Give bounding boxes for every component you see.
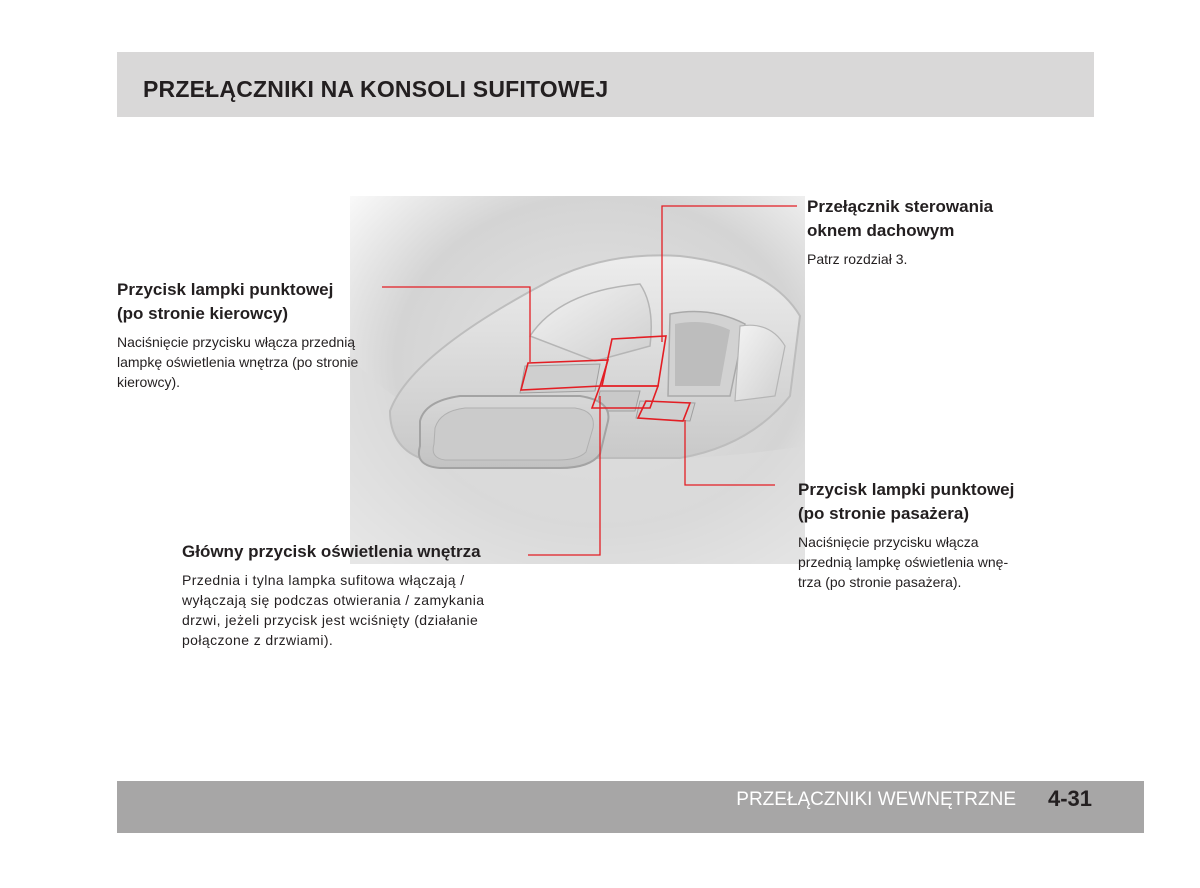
callout-body-line: Przednia i tylna lampka sufitowa włączają /	[182, 572, 465, 588]
callout-title-line: oknem dachowym	[807, 221, 955, 240]
callout-title-line: (po stronie pasażera)	[798, 504, 969, 523]
footer-section-title: PRZEŁĄCZNIKI WEWNĘTRZNE	[736, 789, 1016, 810]
callout-title-line: Przełącznik sterowania	[807, 197, 994, 216]
callout-body-line: Naciśnięcie przycisku włącza	[798, 534, 979, 550]
callout-body	[117, 332, 417, 392]
callout-passenger-spot-lamp	[798, 478, 1078, 592]
callout-body: Patrz rozdział 3.	[807, 251, 908, 267]
page-title: PRZEŁĄCZNIKI NA KONSOLI SUFITOWEJ	[143, 76, 609, 102]
callout-title	[807, 195, 1067, 243]
page-number: 4-31	[1047, 786, 1092, 811]
callout-sunroof-switch	[807, 195, 1067, 269]
callout-body-line: wyłączają się podczas otwierania / zamykania	[182, 592, 485, 608]
callout-body-line: lampkę oświetlenia wnętrza (po stronie	[117, 354, 359, 370]
callout-body	[798, 532, 1078, 592]
callout-body-line: trza (po stronie pasażera).	[798, 574, 962, 590]
callout-title-line: Przycisk lampki punktowej	[798, 480, 1015, 499]
callout-title	[798, 478, 1078, 526]
callout-main-interior-light	[182, 540, 552, 650]
callout-driver-spot-lamp	[117, 278, 417, 392]
callout-title-line: (po stronie kierowcy)	[117, 304, 288, 323]
callout-body-line: drzwi, jeżeli przycisk jest wciśnięty (działanie	[182, 612, 479, 628]
callout-body-line: przednią lampkę oświetlenia wnę-	[798, 554, 1009, 570]
callout-body-line: połączone z drzwiami).	[182, 632, 334, 648]
callout-body-line: kierowcy).	[117, 374, 181, 390]
callout-body-line: Naciśnięcie przycisku włącza przednią	[117, 334, 356, 350]
callout-title-line: Przycisk lampki punktowej	[117, 280, 334, 299]
header-bar	[117, 52, 1094, 117]
callout-title	[117, 278, 417, 326]
overhead-console-photo	[350, 196, 805, 564]
callout-body	[182, 570, 552, 650]
footer-bar	[117, 781, 1144, 833]
callout-title: Główny przycisk oświetlenia wnętrza	[182, 542, 481, 561]
